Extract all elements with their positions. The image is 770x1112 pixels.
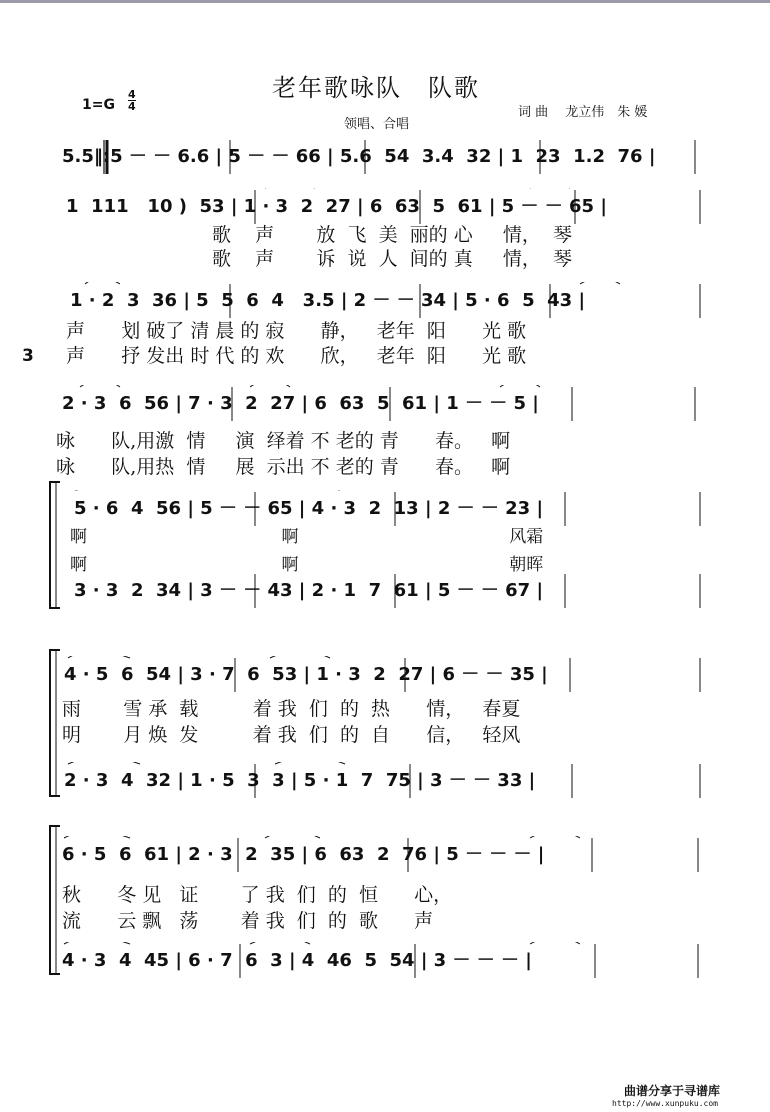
section-mark: 3 xyxy=(22,346,34,366)
score-system-1 xyxy=(60,138,710,182)
notes-system-3: 1 · 2 3 36 | 5 5 6 4 3.5 | 2 － － 34 | 5 · 6 5 43 | xyxy=(70,290,586,311)
source-url: http://www.xunpuku.com xyxy=(612,1099,718,1108)
composer-credits: 词 曲 龙立伟 朱 媛 xyxy=(518,105,648,120)
score-system-7a xyxy=(60,836,710,880)
lyric-6b: 明 月 焕 发 着 我 们 的 自 信， 轻风 xyxy=(62,724,521,746)
notes-system-6b: 2 · 3 4 32 | 1 · 5 3 3 | 5 · 1 7 75 | 3 － － 33 | xyxy=(64,770,536,791)
notes-system-1: 5.5‖:5 － － 6.6 | 5 － － 66 | 5.6 54 3.4 32 | 1 23 1.2 76 | xyxy=(62,146,656,167)
notes-system-2: 1 111 10 ) 53 | 1 · 3 2 27 | 6 63 5 61 | 5 － － 65 | xyxy=(66,196,607,217)
notes-system-7a: 6 · 5 6 61 | 2 · 3 2 35 | 6 63 2 76 | 5 － － － | xyxy=(62,844,545,865)
time-bottom: 4 xyxy=(128,100,136,113)
lyric-4b: 咏 队,用热 情 展 示出 不 老的 青 春。 啊 xyxy=(56,456,511,478)
lyric-5a: 啊 啊 风霜 xyxy=(70,527,544,547)
lyric-5b: 啊 啊 朝晖 xyxy=(70,555,544,575)
time-top: 4 xyxy=(128,88,136,101)
lyric-6a: 雨 雪 承 载 着 我 们 的 热 情， 春夏 xyxy=(62,698,521,720)
lyric-7b: 流 云 飘 荡 着 我 们 的 歌 声 xyxy=(62,910,434,932)
notes-system-4: 2 · 3 6 56 | 7 · 3 2 27 | 6 63 5 61 | 1 － － 5 | xyxy=(62,393,539,414)
notes-system-7b: 4 · 3 4 45 | 6 · 7 6 3 | 4 46 5 54 | 3 － － － | xyxy=(62,950,532,971)
notes-system-6a: 4 · 5 6 54 | 3 · 7 6 53 | 1 · 3 2 27 | 6 － － 35 | xyxy=(64,664,548,685)
lyric-7a: 秋 冬 见 证 了 我 们 的 恒 心， xyxy=(62,884,453,906)
source-watermark: 曲谱分享于寻谱库 xyxy=(624,1084,721,1098)
song-title: 老年歌咏队 队歌 xyxy=(272,74,480,102)
score-system-5b xyxy=(60,572,710,616)
notes-system-5b: 3 · 3 2 34 | 3 － － 43 | 2 · 1 7 61 | 5 － － 67 | xyxy=(74,580,544,601)
lyric-2b: 歌 声 诉 说 人 间的 真 情， 琴 xyxy=(212,248,572,270)
lyric-3b: 声 抒 发出 时 代 的 欢 欣， 老年 阳 光 歌 xyxy=(66,345,527,367)
lyric-2a: 歌 声 放 飞 美 丽的 心 情， 琴 xyxy=(212,224,572,246)
lyric-3a: 声 划 破了 清 晨 的 寂 静， 老年 阳 光 歌 xyxy=(66,320,527,342)
lyric-4a: 咏 队,用激 情 演 绎着 不 老的 青 春。 啊 xyxy=(56,430,511,452)
key-signature: 1=G xyxy=(82,97,115,113)
score-system-6b xyxy=(60,762,710,806)
score-system-4 xyxy=(60,385,710,429)
score-system-7b xyxy=(60,942,710,986)
notes-system-5a: 5 · 6 4 56 | 5 － － 65 | 4 · 3 2 13 | 2 － － 23 | xyxy=(74,498,544,519)
time-signature xyxy=(128,89,136,112)
top-border xyxy=(0,0,770,3)
performance-note: 领唱、合唱 xyxy=(344,117,410,132)
